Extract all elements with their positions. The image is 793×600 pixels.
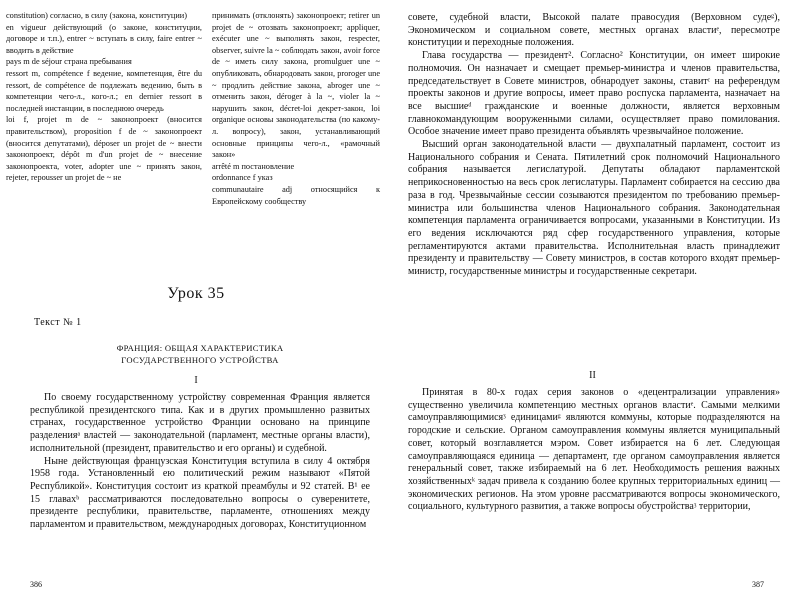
paragraph: Высший орган законодательной власти — двухпалатный парламент, состоит из Национального собрания и Сената. Пятилетний срок полномочий Национального собрания называется легислатурой. Депутаты обладают парламентской неприкосновенностью на весь срок легислатуры. Парламент собирается на сессию два раза в год. Чрезвычайные сессии созываются президентом по требованию премьер-министра или большинства членов Национального собрания. Законодательная компетенция парламента ограничивается вопросами, указанными в Конституции. Из его ведения исключаются ряд сфер государственного управления, которые регламентируются актами правительства. Исполнительная власть принадлежит президенту и правительству — Совету министров, в состав которого входят премьер-министр, государственные министры и государственные секретари. — [408, 139, 780, 278]
body-text-right — [408, 12, 780, 279]
glossary-entry: ordonnance f указ — [212, 173, 273, 183]
text-label: Текст № 1 — [34, 317, 82, 328]
heading-line: ГОСУДАРСТВЕННОГО УСТРОЙСТВА — [121, 355, 279, 365]
glossary-entry: communautaire adj относящийся к Европейскому сообществу — [212, 184, 380, 206]
paragraph: Глава государства — президент². Согласно² Конституции, он имеет широкие полномочия. Он назначает и смещает премьер-министра и членов правительства, председательствует в Совете министров, обнародует законы, ставитᶜ на референдум проекты законов и другие вопросы, имеет право роспуска парламента, назначает на все высшиеᵈ гражданские и военные должности, является верховным главнокомандующим вооруженными силами, осуществляет право помилования. Особое значение имеет право президента объявлять чрезвычайное положение. — [408, 50, 780, 138]
glossary-entry: loi f, projet m de ~ законопроект (вносится правительством), proposition f de ~ законопроект (вносится депутатами), déposer un projet de ~ внести законопроект, dépôt m d'un projet de ~ внесение законопроекта, voter, adopter une ~ принять закон, rejeter, repousser un projet de ~ не — [6, 115, 202, 183]
glossary-entry: constitution) согласно, в силу (закона, конституции) — [6, 11, 187, 20]
glossary-entry: ressort m, compétence f ведение, компетенция, être du ressort, de compétence de подлежать ведению, быть в компетенции чего-л., кого-л.; en dernier ressort в последней инстанции, в последнюю очередь — [6, 68, 202, 113]
right-page — [392, 0, 793, 600]
heading-line: ФРАНЦИЯ: ОБЩАЯ ХАРАКТЕРИСТИКА — [116, 343, 284, 353]
glossary-entry: en vigueur действующий (о законе, конституции, договоре и т.п.), entrer ~ вступать в силу, faire entrer ~ вводить в действие — [6, 22, 202, 55]
page-number-left: 386 — [30, 580, 42, 589]
paragraph: совете, судебной власти, Высокой палате правосудия (Верховном судеᵍ), Экономическом и социальном совете, местных органах властиᵉ, пересмотре конституции и переходные положения. — [408, 12, 780, 49]
text-heading — [40, 342, 360, 366]
left-page — [0, 0, 392, 600]
body-text-right-section-2 — [408, 387, 780, 514]
paragraph: По своему государственному устройству современная Франция является республикой президентского типа. Как и в других промышленно развитых странах, государственное устройство Франции основано на принципе разделенияᵃ властей — законодательной (парламент, местные органы власти), исполнительной (президент, правительство и его органы) и судебной. — [30, 392, 370, 454]
section-number: I — [194, 375, 198, 386]
lesson-title: Урок 35 — [167, 285, 225, 302]
paragraph: Принятая в 80-х годах серия законов о «децентрализации управления» существенно увеличила компетенцию местных органов властиᵉ. Самыми мелкими самоуправляющимисяᶾ единицамиᵍ являются коммуны, которые подразделяются на городские и сельские. Органом самоуправления коммуны является муниципальный совет, который возглавляется мэром. Совет избирается на 6 лет. Следующая самоуправляющаяся единица — департамент, где органом самоуправления является генеральный совет, также избираемый на 6 лет. Необходимость решения важных хозяйственныхᵏ задач привела к созданию более крупных территориальных единиц — экономических регионов. На этом уровне рассматриваются вопросы экономического, социального, культурного развития, а также вопросы обустройстваᶾ территории, — [408, 387, 780, 513]
page-number-right: 387 — [752, 580, 764, 589]
section-number: II — [589, 370, 596, 381]
glossary-column-right — [212, 10, 380, 207]
paragraph: Ныне действующая французская Конституция вступила в силу 4 октября 1958 года. Установленный ею политический режим называют «Пятой Республикой». Конституция состоит из краткой преамбулы и 92 статей. В¹ ее 15 главахᵇ рассматриваются последовательно вопросы о суверенитете, президенте республики, правительстве, парламенте, отношениях между парламентом и правительством, международных договорах, Конституционном — [30, 455, 370, 531]
glossary-column-left — [6, 10, 202, 184]
body-text-left — [30, 392, 370, 532]
glossary-entry: принимать (отклонять) законопроект; retirer un projet de ~ отозвать законопроект; appliquer, exécuter une ~ выполнять закон, respecter, observer, suivre la ~ соблюдать закон, avoir force de ~ иметь силу закона, promulguer une ~ опубликовать, обнародовать закон, proroger une ~ продлить действие закона, abroger une ~ отменить закон, déroger à la ~, violer la ~ нарушить закон, décret-loi декрет-закон, loi organique основы законодательства (по какому-л. вопросу), закон, устанавливающий основные принципы чего-л., «рамочный закон» — [212, 11, 380, 160]
glossary-entry: arrêté m постановление — [212, 161, 295, 171]
glossary-entry: pays m de séjour страна пребывания — [6, 57, 132, 67]
